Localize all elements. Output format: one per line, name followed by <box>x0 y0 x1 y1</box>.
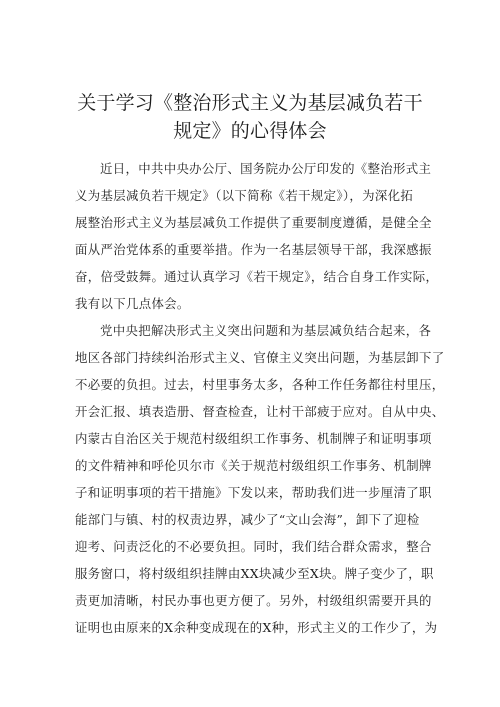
paragraph-2-line: 能部门与镇、村的权责边界，减少了“文山会海”，卸下了迎检 <box>75 512 420 527</box>
paragraph-2-line: 迎考、问责泛化的不必要负担。同时，我们结合群众需求，整合 <box>75 539 432 554</box>
paragraph-2-line: 证明也由原来的X余种变成现在的X种，形式主义的工作少了，为 <box>75 620 438 635</box>
paragraph-1-line: 我有以下几点体会。 <box>75 296 190 311</box>
paragraph-2-line: 地区各部门持续纠治形式主义、官僚主义突出问题，为基层卸下了 <box>75 350 445 365</box>
paragraph-2-line: 服务窗口，将村级组织挂牌由XX块减少至X块。牌子变少了，职 <box>75 566 434 581</box>
paragraph-2-line: 责更加清晰，村民办事也更方便了。另外，村级组织需要开具的 <box>75 593 432 608</box>
paragraph-2-line: 党中央把解决形式主义突出问题和为基层减负结合起来，各 <box>100 323 432 338</box>
paragraph-1-line: 面从严治党体系的重要举措。作为一名基层领导干部，我深感振 <box>75 242 432 257</box>
paragraph-1-line: 奋，倍受鼓舞。通过认真学习《若干规定》，结合自身工作实际， <box>75 269 439 284</box>
paragraph-1-line: 近日，中共中央办公厅、国务院办公厅印发的《整治形式主 <box>100 161 432 176</box>
paragraph-2-line: 的文件精神和呼伦贝尔市《关于规范村级组织工作事务、机制牌 <box>75 458 432 473</box>
paragraph-2-line: 开会汇报、填表造册、督查检查，让村干部疲于应对。自从中央、 <box>75 404 445 419</box>
document-title-line-2: 规定》的心得体会 <box>173 120 327 142</box>
document-title-line-1: 关于学习《整治形式主义为基层减负若干 <box>77 92 423 114</box>
paragraph-1-line: 展整治形式主义为基层减负工作提供了重要制度遵循，是健全全 <box>75 215 432 230</box>
paragraph-2-line: 子和证明事项的若干措施》下发以来，帮助我们进一步厘清了职 <box>75 485 432 500</box>
paragraph-2-line: 不必要的负担。过去，村里事务太多，各种工作任务都往村里压， <box>75 377 445 392</box>
paragraph-2-line: 内蒙古自治区关于规范村级组织工作事务、机制牌子和证明事项 <box>75 431 432 446</box>
paragraph-1-line: 义为基层减负若干规定》（以下简称《若干规定》），为深化拓 <box>75 188 414 203</box>
